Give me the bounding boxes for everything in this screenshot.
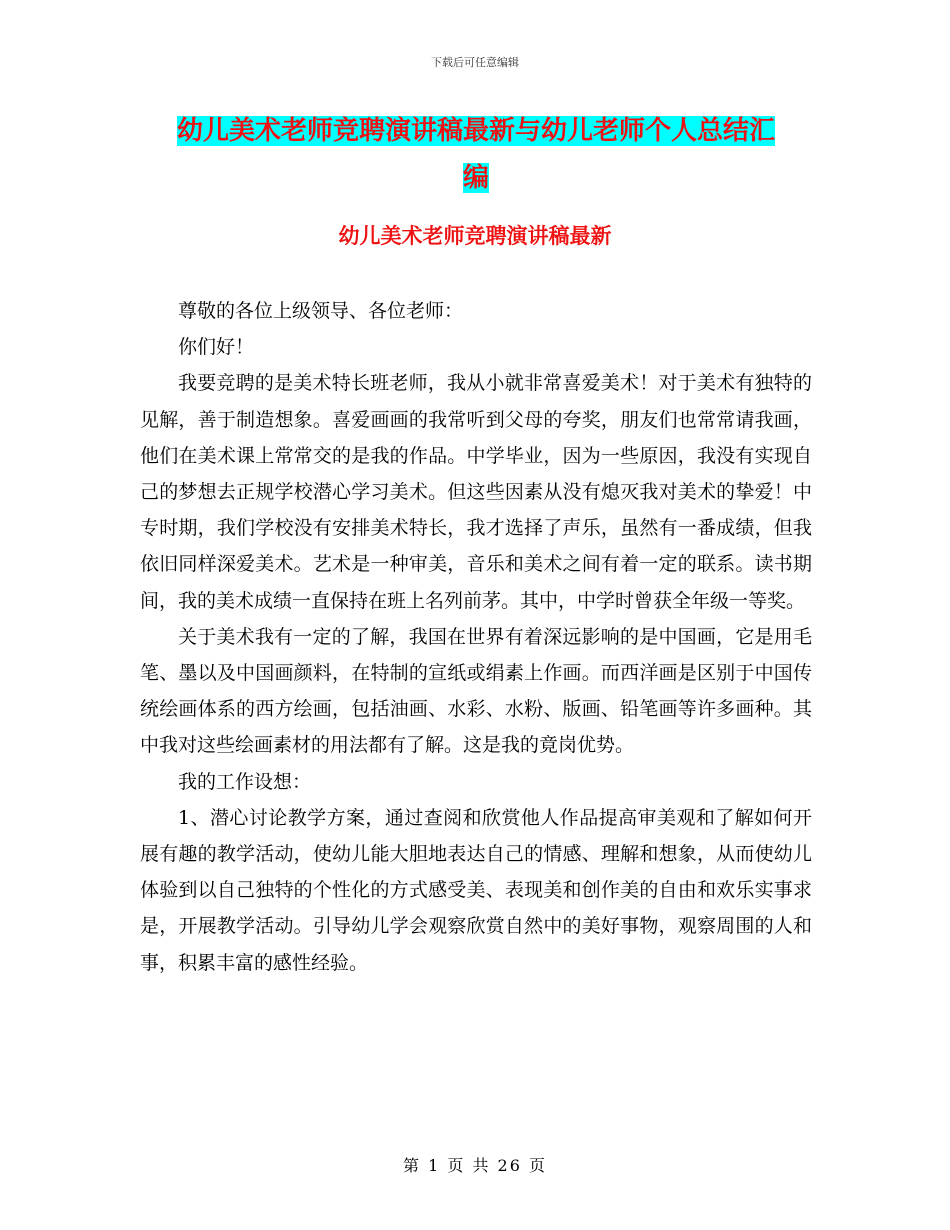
paragraph: 我的工作设想： xyxy=(178,770,312,793)
document-title xyxy=(140,108,812,202)
paragraph-greeting: 你们好！ xyxy=(178,336,255,359)
paragraph-salutation: 尊敬的各位上级领导、各位老师： xyxy=(178,300,464,322)
paragraph: 我要竞聘的是美术特长班老师，我从小就非常喜爱美术！对于美术有独特的见解，善于制造想象。喜爱画画的我常听到父母的夸奖，朋友们也常常请我画，他们在美术课上常常交的是我的作品。中学毕业，因为一些原因，我没有实现自己的梦想去正规学校潜心学习美术。但这些因素从没有熄灭我对美术的挚爱！中专时期，我们学校没有安排美术特长，我才选择了声乐，虽然有一番成绩，但我依旧同样深爱美术。艺术是一种审美，音乐和美术之间有着一定的联系。读书期间，我的美术成绩一直保持在班上名列前茅。其中，中学时曾获全年级一等奖。 xyxy=(140,372,812,612)
paragraph: 1、潜心讨论教学方案，通过查阅和欣赏他人作品提高审美观和了解如何开展有趣的教学活动，使幼儿能大胆地表达自己的情感、理解和想象，从而使幼儿体验到以自己独特的个性化的方式感受美、表现美和创作美的自由和欢乐实事求是，开展教学活动。引导幼儿学会观察欣赏自然中的美好事物，观察周围的人和事，积累丰富的感性经验。 xyxy=(140,806,812,974)
document-body xyxy=(140,293,812,981)
page-number-footer: 第 1 页 共 26 页 xyxy=(403,1156,547,1175)
document-title-line2: 编 xyxy=(462,163,489,193)
page-header-note: 下载后可任意编辑 xyxy=(431,56,519,69)
section-title: 幼儿美术老师竞聘演讲稿最新 xyxy=(338,224,612,248)
paragraph: 关于美术我有一定的了解，我国在世界有着深远影响的是中国画，它是用毛笔、墨以及中国画颜料，在特制的宣纸或绢素上作画。而西洋画是区别于中国传统绘画体系的西方绘画，包括油画、水彩、水粉、版画、铅笔画等许多画种。其中我对这些绘画素材的用法都有了解。这是我的竟岗优势。 xyxy=(140,625,812,757)
document-title-line1: 幼儿美术老师竞聘演讲稿最新与幼儿老师个人总结汇 xyxy=(176,116,775,146)
